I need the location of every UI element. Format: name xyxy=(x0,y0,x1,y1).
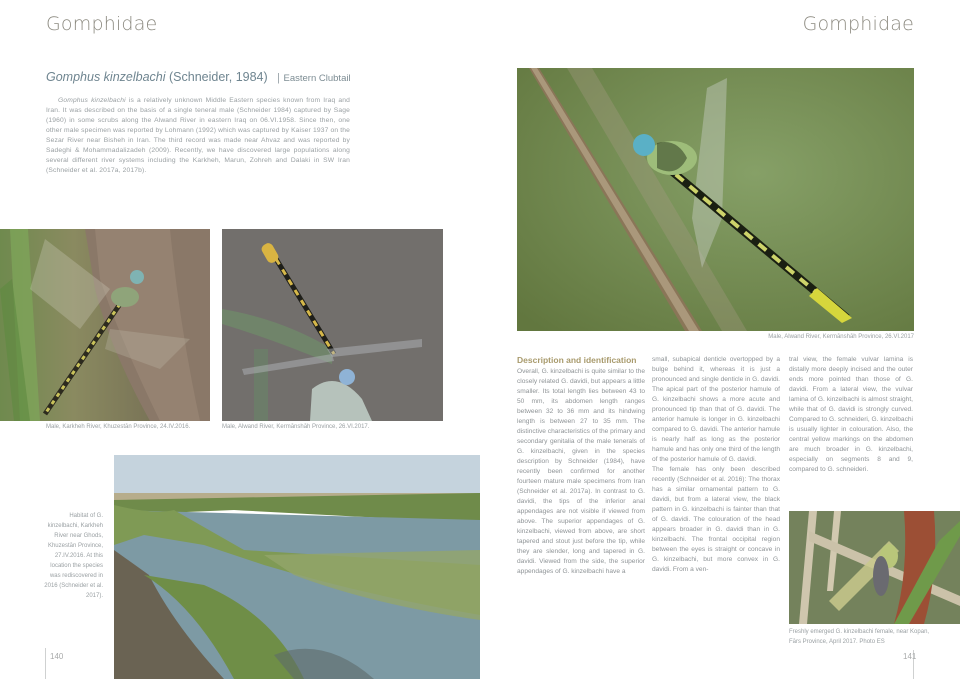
photo-emerged-female xyxy=(789,511,960,624)
text-column-1 xyxy=(517,355,645,577)
photo-habitat-karkheh xyxy=(114,455,480,679)
family-title-right: Gomphidae xyxy=(802,13,914,35)
intro-text: is a relatively unknown Middle Eastern species known from Iraq and Iran. It was described on the basis of a single teneral male (Schneider 1984) captured by Sage (1960) in some scrubs along the Alwand River in eastern Iraq on 06.VI.1958. Since then, one other male specimen was reported by Lohmann (1992) which was captured by Kaiser 1937 on the Sezar River near Bisheh in Iran. The third record was made near Ahvaz and was reported by Sadeghi & Mohammadalizadeh (2009). Recently, we have discovered large populations along several different river systems including the Karkheh, Marun, Zohreh and Dalaki in SW Iran (Schneider et al. 2017a, 2017b). xyxy=(46,97,350,174)
text-column-2 xyxy=(652,355,780,575)
photo-caption-2: Male, Alwand River, Kermānshāh Province, 26.VI.2017. xyxy=(222,424,370,430)
photo-male-alwand xyxy=(222,229,443,421)
emerged-caption: Freshly emerged G. kinzelbachi female, near Kopan, Fārs Province, April 2017. Photo ES xyxy=(789,629,930,645)
intro-paragraph xyxy=(46,96,350,176)
photo-male-karkheh xyxy=(0,229,210,421)
column-1-text: Overall, G. kinzelbachi is quite similar to the closely related G. davidi, but appears a little smaller. Its total length lies between 43 to 50 mm, its abdomen length ranges between 32 to 36 mm and its hindwing length is between 27 to 35 mm. The distinctive characteristics of the primary and secondary genitalia of the male tenerals of G. kinzelbachi, given in the species description by Schneider (1984), have recently been confirmed for another fourteen mature male specimens from Iran (Schneider et al. 2017a). In contrast to G. davidi, the tips of the inferior anal appendages are not visible if viewed from above. The superior appendages of G. kinzelbachi, viewed from above, are short tapered and stout just before the tip, while they are slender, long and tapered in G. davidi. Viewed from the side, the superior appendages of G. kinzelbachi have a xyxy=(517,368,645,575)
photo-caption-1: Male, Karkheh River, Khuzestān Province, 24.IV.2016. xyxy=(46,424,191,430)
column-3-text: tral view, the female vulvar lamina is distally more deeply incised and the outer ends more pointed than those of G. davidi. From a lateral view, the vulvar lamina of G. kinzelbachi is almost straight, while that of G. davidi is strongly curved. Compared to G. schneideri, G. kinzelbachi is usually lighter in colouration. Also, the central yellow markings on the abdomen are much broader in G. kinzelbachi, especially on segments 8 and 9, compared to G. schneideri. xyxy=(789,356,913,473)
column-2-text-a: small, subapical denticle overtopped by a bulge behind it, whereas it is just a pronounced and single denticle in G. davidi. The apical part of the posterior hamule of G. kinzelbachi shows a more acute and pronounced tip than that of G. davidi. The anterior hamule is longer in G. kinzelbachi compared to G. davidi. The anterior hamule is nearly half as long as the posterior hamule and has only one third of the length of the posterior hamule of G. davidi. xyxy=(652,356,780,463)
page-number-left: 140 xyxy=(50,652,64,661)
species-authority: (Schneider, 1984) xyxy=(169,70,268,84)
text-column-3 xyxy=(789,355,913,475)
main-photo-caption: Male, Alwand River, Kermānshāh Province, 26.VI.2017 xyxy=(768,334,914,340)
page-number-rule xyxy=(45,648,46,679)
species-heading xyxy=(46,70,351,84)
species-common-name: Eastern Clubtail xyxy=(283,73,351,84)
section-title: Description and identification xyxy=(517,355,637,365)
column-2-text-b: The female has only been described recently (Schneider et al. 2016): The thorax has a similar ornamental pattern to G. davidi, but from a lateral view, the black pattern in G. kinzelbachi is fainter than that of G. davidi. The colouration of the head appears broader in G. davidi than in G. kinzelbachi. The frontal occipital region between the eyes is straight or concave in G. kinzelbachi, but more convex in G. davidi. From a ven- xyxy=(652,466,780,573)
habitat-caption: Habitat of G. kinzelbachi, Karkheh River near Ghods, Khuzestān Province, 27.IV.2016. At this location the species was rediscovered in 2016 (Schneider et al. 2017). xyxy=(44,513,103,599)
family-title-left: Gomphidae xyxy=(46,13,158,35)
photo-main-dragonfly xyxy=(517,68,914,331)
separator: | xyxy=(277,72,281,84)
page-number-right: 141 xyxy=(903,652,917,661)
intro-species-name: Gomphus kinzelbachi xyxy=(58,97,126,104)
species-scientific-name: Gomphus kinzelbachi xyxy=(46,70,166,84)
